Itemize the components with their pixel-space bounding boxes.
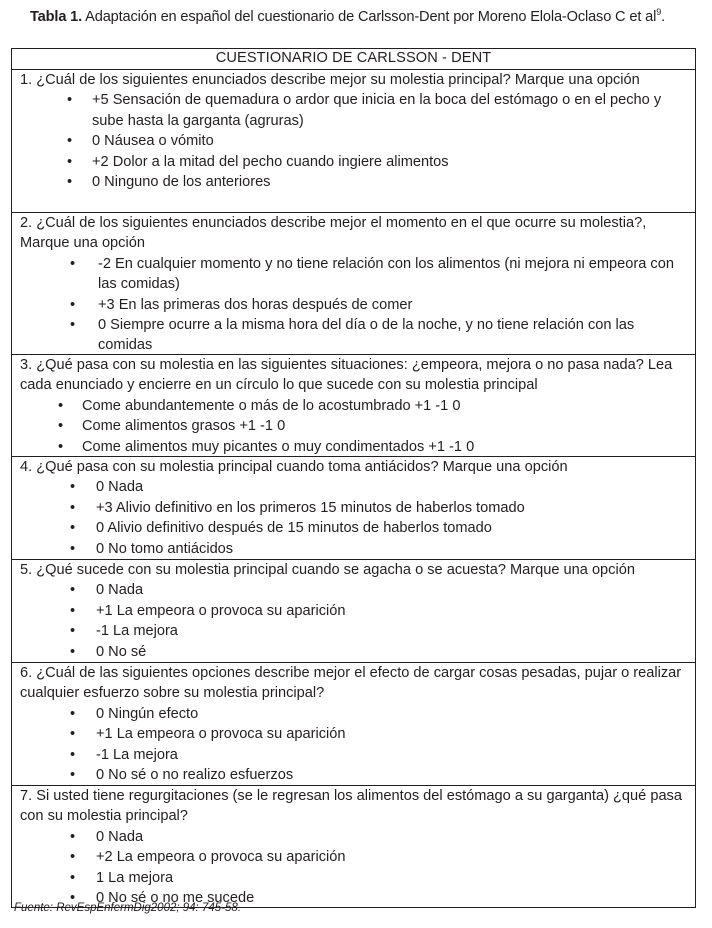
option-text: -1 La mejora [96,623,178,640]
list-item [20,254,689,295]
list-item [20,827,689,847]
list-item [20,642,689,662]
bullet-icon: • [70,582,76,599]
bullet-icon: • [70,317,76,334]
bullet-icon: • [70,520,76,537]
option-text: +3 Alivio definitivo en los primeros 15 minutos de haberlos tomado [96,499,525,516]
option-text: 0 Ninguno de los anteriores [92,174,271,191]
caption-text: Adaptación en español del cuestionario de Carlsson-Dent por Moreno Elola-Oclaso C et al [82,9,657,25]
list-item [20,601,689,621]
question-section-5 [12,560,695,663]
bullet-icon: • [70,540,76,557]
list-item [20,539,689,559]
list-item [20,131,689,151]
bullet-icon: • [70,499,76,516]
option-text: +1 La empeora o provoca su aparición [96,726,346,743]
bullet-icon: • [67,92,73,109]
question-text: 5. ¿Qué sucede con su molestia principal cuando se agacha o se acuesta? Marque una opción [20,562,635,578]
option-text: 0 Alivio definitivo después de 15 minutos de haberlos tomado [96,520,492,537]
list-item [20,90,689,131]
bullet-icon: • [70,602,76,619]
bullet-icon: • [70,767,76,784]
option-text: Come alimentos grasos +1 -1 0 [82,418,286,435]
option-text: 0 Nada [96,582,144,599]
option-list [20,704,689,786]
bullet-icon: • [70,849,76,866]
option-list [20,254,689,355]
bullet-icon: • [67,174,73,191]
bullet-icon: • [67,153,73,170]
option-text: 1 La mejora [96,869,174,886]
bullet-icon: • [70,890,76,907]
option-text: 0 Ningún efecto [96,705,199,722]
option-list [20,90,689,192]
bullet-icon: • [70,479,76,496]
table-caption [30,8,700,26]
option-text: -2 En cualquier momento y no tiene relación con los alimentos (ni mejora ni empeora con las comidas) [98,255,674,293]
question-text: 2. ¿Cuál de los siguientes enunciados describe mejor el momento en el que ocurre su molestia?, Marque una opción [20,215,647,252]
option-text: +1 La empeora o provoca su aparición [96,602,346,619]
question-text: 4. ¿Qué pasa con su molestia principal cuando toma antiácidos? Marque una opción [20,459,568,475]
option-text: 0 No sé [96,643,147,660]
option-text: 0 No sé o no me sucede [96,890,255,907]
question-text: 3. ¿Qué pasa con su molestia en las siguientes situaciones: ¿empeora, mejora o no pasa nada? Lea cada enunciado y encierre en un círculo lo que sucede con su molestia principal [20,357,673,394]
list-item [20,152,689,172]
list-item [20,518,689,538]
option-text: 0 Nada [96,828,144,845]
question-section-4 [12,457,695,560]
option-text: +2 La empeora o provoca su aparición [96,849,346,866]
question-section-1 [12,70,695,213]
question-section-7 [12,786,695,907]
question-text: 7. Si usted tiene regurgitaciones (se le regresan los alimentos del estómago a su garganta) ¿qué pasa con su molestia principal? [20,788,682,825]
bullet-icon: • [58,438,64,455]
option-text: 0 Nada [96,479,144,496]
option-text: Come alimentos muy picantes o muy condimentados +1 -1 0 [82,438,475,455]
option-list [20,477,689,559]
list-item [20,295,689,315]
list-item [20,477,689,497]
bullet-icon: • [70,296,76,313]
bullet-icon: • [70,726,76,743]
question-section-6 [12,663,695,786]
caption-label: Tabla 1. [30,9,83,25]
list-item [20,745,689,765]
bullet-icon: • [70,869,76,886]
list-item [20,396,689,416]
option-text: 0 Náusea o vómito [92,133,214,150]
list-item [20,868,689,888]
bullet-icon: • [67,133,73,150]
question-section-3 [12,355,695,457]
bullet-icon: • [70,705,76,722]
bullet-icon: • [70,623,76,640]
list-item [20,847,689,867]
list-item [20,498,689,518]
option-text: +3 En las primeras dos horas después de comer [98,296,413,313]
option-list [20,396,689,457]
option-list [20,827,689,907]
bullet-icon: • [70,828,76,845]
option-text: 0 No tomo antiácidos [96,540,234,557]
option-text: 0 No sé o no realizo esfuerzos [96,767,294,784]
option-text: 0 Siempre ocurre a la misma hora del día o de la noche, y no tiene relación con las comidas [98,317,635,354]
bullet-icon: • [70,746,76,763]
option-text: -1 La mejora [96,746,178,763]
list-item [20,580,689,600]
question-text: 6. ¿Cuál de las siguientes opciones describe mejor el efecto de cargar cosas pesadas, pujar o realizar cualquier esfuerzo sobre su molestia principal? [20,665,682,702]
table-header: CUESTIONARIO DE CARLSSON - DENT [12,49,695,70]
question-text: 1. ¿Cuál de los siguientes enunciados describe mejor su molestia principal? Marque una opción [20,72,640,88]
list-item [20,172,689,192]
list-item [20,704,689,724]
list-item [20,315,689,355]
list-item [20,724,689,744]
bullet-icon: • [58,397,64,414]
caption-end: . [661,9,665,25]
bullet-icon: • [70,255,76,272]
option-list [20,580,689,662]
list-item [20,765,689,785]
list-item [20,621,689,641]
question-section-2 [12,213,695,355]
bullet-icon: • [58,418,64,435]
list-item [20,416,689,436]
source-note: Fuente: RevEspEnfermDig2002; 94: 745-58. [14,902,241,914]
option-text: Come abundantemente o más de lo acostumbrado +1 -1 0 [82,397,461,414]
questionnaire-table [11,48,696,908]
option-text: +5 Sensación de quemadura o ardor que inicia en la boca del estómago o en el pecho y sube hasta la garganta (agruras) [92,92,662,129]
caption-reference: 9 [656,7,662,17]
list-item [20,437,689,457]
bullet-icon: • [70,643,76,660]
option-text: +2 Dolor a la mitad del pecho cuando ingiere alimentos [92,153,449,170]
